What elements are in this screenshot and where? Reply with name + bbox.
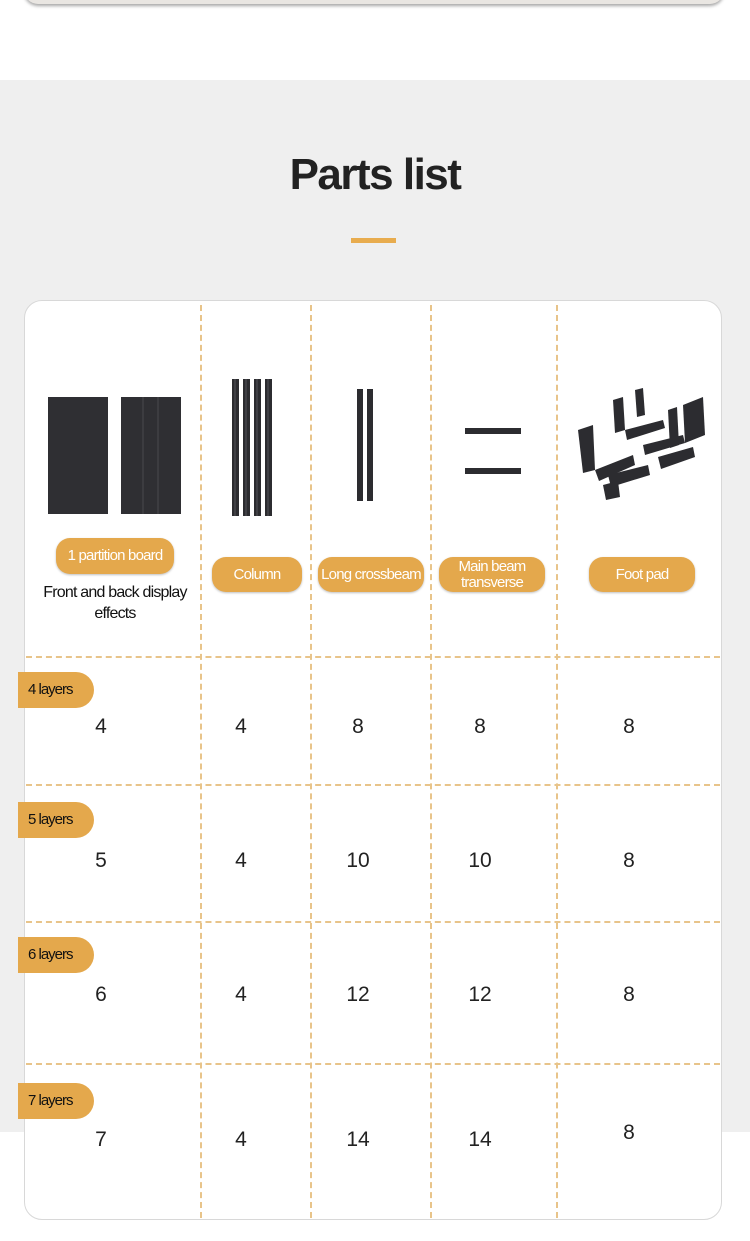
table-cell: 10: [468, 849, 492, 872]
grid-line: [200, 305, 202, 1218]
long-crossbeam-icon: [352, 385, 380, 505]
grid-line: [26, 1063, 720, 1065]
table-cell: 10: [346, 849, 370, 872]
table-cell: 4: [95, 715, 107, 738]
partition-board-caption: Front and back display effects: [43, 584, 187, 622]
row-label-5-layers: 5 layers: [18, 802, 94, 838]
main-beam-icon: [460, 420, 526, 480]
grid-line: [556, 305, 558, 1218]
grid-line: [26, 921, 720, 923]
row-label-7-layers: 7 layers: [18, 1083, 94, 1119]
grid-line: [310, 305, 312, 1218]
table-cell: 4: [235, 849, 247, 872]
part-label-partition-board: 1 partition board: [56, 538, 174, 574]
product-image-bottom-edge: [24, 0, 724, 4]
part-label-foot-pad: Foot pad: [589, 557, 695, 592]
page-title: Parts list: [289, 150, 461, 199]
column-icon: [228, 375, 282, 520]
table-cell: 14: [346, 1128, 370, 1151]
top-strip: [0, 0, 750, 80]
table-cell: 4: [235, 1128, 247, 1151]
foot-pad-icon: [573, 385, 709, 505]
title-underline: [351, 238, 396, 243]
table-cell: 14: [468, 1128, 492, 1151]
row-label-6-layers: 6 layers: [18, 937, 94, 973]
part-label-long-crossbeam: Long crossbeam: [318, 557, 424, 592]
grid-line: [430, 305, 432, 1218]
table-cell: 8: [352, 715, 364, 738]
part-label-main-beam: Main beam transverse: [439, 557, 545, 592]
table-cell: 4: [235, 983, 247, 1006]
table-cell: 8: [474, 715, 486, 738]
partition-board-icon: [45, 390, 185, 518]
table-cell: 12: [468, 983, 492, 1006]
table-cell: 7: [95, 1128, 107, 1151]
grid-line: [26, 784, 720, 786]
table-cell: 8: [623, 1121, 635, 1144]
grid-line: [26, 656, 720, 658]
table-cell: 4: [235, 715, 247, 738]
table-cell: 5: [95, 849, 107, 872]
table-cell: 8: [623, 849, 635, 872]
table-cell: 8: [623, 715, 635, 738]
table-cell: 6: [95, 983, 107, 1006]
row-label-4-layers: 4 layers: [18, 672, 94, 708]
table-cell: 8: [623, 983, 635, 1006]
part-label-column: Column: [212, 557, 302, 592]
table-cell: 12: [346, 983, 370, 1006]
